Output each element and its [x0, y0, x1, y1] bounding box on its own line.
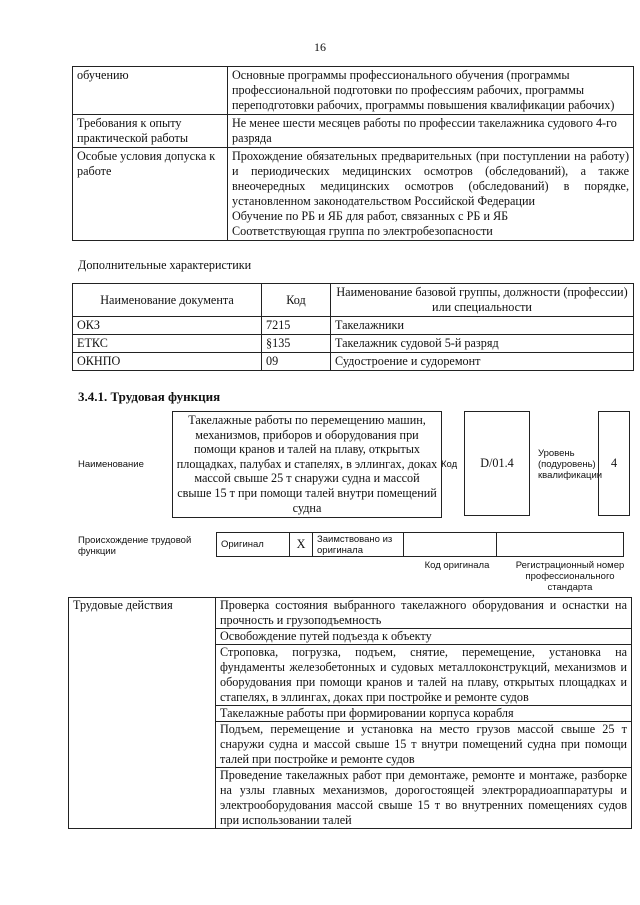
code-original-caption: Код оригинала — [424, 560, 490, 571]
labor-action: Проведение такелажных работ при демонтаже, ремонте и монтаже, разборке на узлы главных механизмов, дорогостоящей электрорадиоаппаратуры и электрооборудования массой свыше 15 т во внутренних помещениях судов при использовании талей — [216, 768, 632, 829]
original-label: Оригинал — [217, 533, 290, 557]
name-label: Наименование — [78, 459, 144, 470]
labor-action: Подъем, перемещение и установка на место грузов массой свыше 25 т снаружи судна и массой свыше 15 т внутри помещений судна при помощи талей при постройке и ремонте судов — [216, 722, 632, 768]
page-number: 16 — [314, 40, 326, 54]
borrowed-label: Заимствовано из оригинала — [313, 533, 404, 557]
origin-label: Происхождение трудовой функции — [78, 535, 192, 557]
additional-title: Дополнительные характеристики — [78, 258, 252, 272]
code-label: Код — [441, 459, 458, 470]
table-row — [73, 148, 634, 241]
value-line: Обучение по РБ и ЯБ для работ, связанных с РБ и ЯБ — [232, 209, 509, 223]
origin-table — [216, 532, 624, 557]
labor-action: Такелажные работы при формировании корпуса корабля — [216, 706, 632, 722]
section-title: 3.4.1. Трудовая функция — [78, 389, 221, 404]
original-mark: X — [290, 533, 313, 557]
labor-actions-label: Трудовые действия — [69, 598, 216, 829]
row-label: обучению — [73, 67, 228, 115]
labor-actions-table — [68, 597, 632, 829]
row-label: Особые условия допуска к работе — [73, 148, 228, 241]
table-row — [217, 533, 624, 557]
row-value: Основные программы профессионального обучения (программы профессиональной подготовки по профессиям рабочих, программы переподготовки рабочих, программы повышения квалификации рабочих) — [228, 67, 634, 115]
table-row — [73, 353, 634, 371]
level-value: 4 — [610, 456, 618, 470]
cell: ОКЗ — [73, 317, 262, 335]
labor-action: Освобождение путей подъезда к объекту — [216, 629, 632, 645]
additional-table — [72, 283, 634, 371]
labor-action: Проверка состояния выбранного такелажного оборудования и оснастки на прочность и грузоподъемность — [216, 598, 632, 629]
value-line: Соответствующая группа по электробезопасности — [232, 224, 493, 238]
value-line: Прохождение обязательных предварительных (при поступлении на работу) и периодических медицинских осмотров (обследований), а также внеочередных медицинских осмотров (обследований) в порядке, установленном законодательством Российской Федерации — [232, 149, 629, 208]
table-row — [73, 67, 634, 115]
function-code: D/01.4 — [480, 456, 514, 470]
table-row — [69, 598, 632, 629]
cell: 7215 — [262, 317, 331, 335]
header-name: Наименование базовой группы, должности (профессии) или специальности — [331, 284, 634, 317]
cell: ОКНПО — [73, 353, 262, 371]
cell: 09 — [262, 353, 331, 371]
row-label: Требования к опыту практической работы — [73, 115, 228, 148]
reg-number-cell — [497, 533, 624, 557]
function-code-box — [464, 411, 530, 516]
code-original-cell — [404, 533, 497, 557]
cell: §135 — [262, 335, 331, 353]
table-row — [73, 317, 634, 335]
level-label: Уровень (подуровень) квалификации — [538, 448, 603, 481]
level-box — [598, 411, 630, 516]
row-value — [228, 148, 634, 241]
header-doc: Наименование документа — [73, 284, 262, 317]
labor-action: Строповка, погрузка, подъем, снятие, перемещение, установка на фундаменты железобетонных и судовых металлоконструкций, механизмов и оборудования при помощи кранов и талей на плаву, открытых площадках и стапелях, в эллингах, доках при постройке и ремонте судов — [216, 645, 632, 706]
qualification-table — [72, 66, 634, 241]
cell: Такелажники — [331, 317, 634, 335]
function-name: Такелажные работы по перемещению машин, механизмов, приборов и оборудования при помощи кранов и талей на плаву, открытых площадках, палубах и стапелях, в эллингах, доках массой свыше 25 т снаружи судна и массой свыше 15 т при помощи талей внутри помещений судна — [172, 411, 442, 518]
header-code: Код — [262, 284, 331, 317]
cell: ЕТКС — [73, 335, 262, 353]
table-header-row — [73, 284, 634, 317]
table-row — [73, 335, 634, 353]
row-value: Не менее шести месяцев работы по профессии такелажника судового 4-го разряда — [228, 115, 634, 148]
table-row — [73, 115, 634, 148]
reg-number-caption: Регистрационный номер профессионального стандарта — [515, 560, 625, 593]
cell: Судостроение и судоремонт — [331, 353, 634, 371]
cell: Такелажник судовой 5-й разряд — [331, 335, 634, 353]
